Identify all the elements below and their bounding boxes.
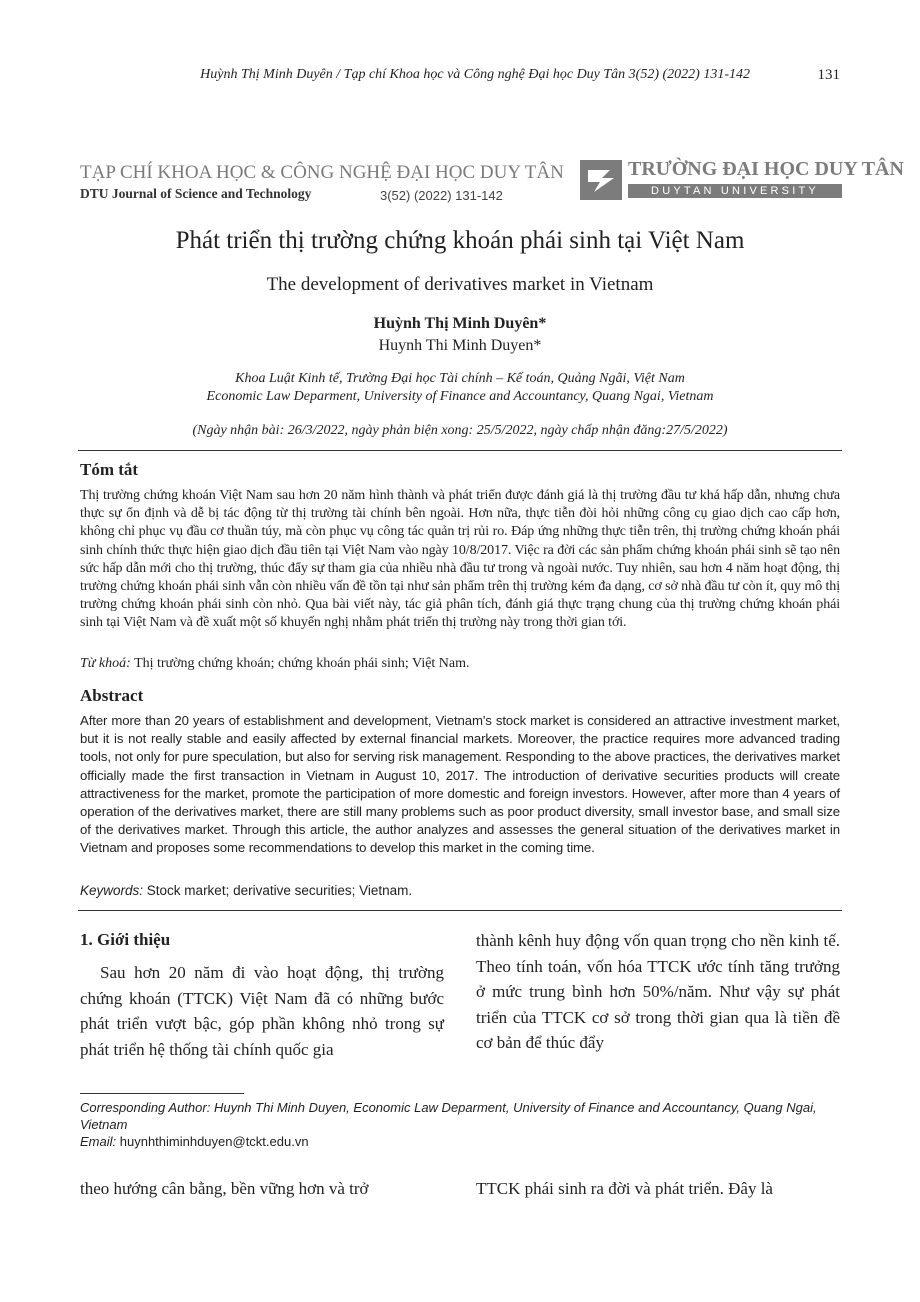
footnote <box>80 1099 842 1150</box>
tomtat-heading: Tóm tắt <box>80 460 139 479</box>
journal-masthead <box>80 158 904 210</box>
university-name: TRƯỜNG ĐẠI HỌC DUY TÂN <box>628 158 904 180</box>
journal-title-vi: TẠP CHÍ KHOA HỌC & CÔNG NGHỆ ĐẠI HỌC DUY TÂN <box>80 162 564 183</box>
body-column-left-cont: theo hướng cân bằng, bền vững hơn và trở <box>80 1179 369 1198</box>
footnote-label: Corresponding Author: <box>80 1100 211 1115</box>
author-name-en: Huynh Thi Minh Duyen* <box>378 337 542 354</box>
author-name-vi: Huỳnh Thị Minh Duyên* <box>373 315 547 332</box>
footnote-divider <box>80 1093 244 1094</box>
keywords-text: Thị trường chứng khoán; chứng khoán phái sinh; Việt Nam. <box>134 656 470 671</box>
article-title-en: The development of derivatives market in Vietnam <box>266 274 654 295</box>
article-dates: (Ngày nhận bài: 26/3/2022, ngày phản biện xong: 25/5/2022, ngày chấp nhận đăng:27/5/2022) <box>192 423 728 438</box>
section-heading: 1. Giới thiệu <box>80 930 171 949</box>
page-number: 131 <box>817 67 840 83</box>
tomtat-keywords <box>80 656 840 672</box>
journal-issue: 3(52) (2022) 131-142 <box>380 188 503 203</box>
footnote-text: Huynh Thi Minh Duyen, Economic Law Deparment, University of Finance and Accountancy, Quang Ngai, Vietnam <box>80 1100 817 1132</box>
university-logo-icon <box>580 160 622 200</box>
divider <box>78 910 842 911</box>
university-name-en: DUYTAN UNIVERSITY <box>628 184 842 198</box>
email-link[interactable]: huynhthiminhduyen@tckt.edu.vn <box>119 1134 309 1149</box>
affiliation-vi: Khoa Luật Kinh tế, Trường Đại học Tài chính – Kế toán, Quảng Ngãi, Việt Nam <box>235 371 685 386</box>
divider <box>78 450 842 451</box>
body-column-right-cont: TTCK phái sinh ra đời và phát triển. Đây là <box>476 1179 773 1198</box>
keywords-label: Từ khoá: <box>80 656 131 671</box>
abstract-heading: Abstract <box>80 686 144 705</box>
tomtat-body: Thị trường chứng khoán Việt Nam sau hơn 20 năm hình thành và phát triển được đánh giá là thị trường đầu tư khá hấp dẫn, nhưng chưa thực sự ổn định và dễ bị tác động từ thị trường tài chính bên ngoài. Hơn nữa, thực tiễn đòi hỏi những công cụ giao dịch cao cấp hơn, không chỉ phục vụ đầu cơ thuần túy, mà còn phục vụ công tác quản trị rủi ro. Đáp ứng những thực tiễn trên, thị trường chứng khoán phái sinh chính thức thực hiện giao dịch đầu tiên tại Việt Nam vào ngày 10/8/2017. Việc ra đời các sản phẩm chứng khoán phái sinh sẽ tạo nên sức hấp dẫn mới cho thị trường, thúc đẩy sự tham gia của nhiều nhà đầu tư trong và ngoài nước. Tuy nhiên, sau hơn 4 năm hoạt động, thị trường chứng khoán phái sinh vẫn còn nhiều vấn đề tồn tại như sản phẩm trên thị trường kém đa dạng, cơ sở nhà đầu tư còn ít, quy mô thị trường chứng khoán phái sinh còn nhỏ. Qua bài viết này, tác giả phân tích, đánh giá thực trạng chung của thị trường chứng khoán phái sinh tại Việt Nam và đề xuất một số khuyến nghị nhằm phát triển thị trường này trong thời gian tới. <box>80 488 840 631</box>
affiliation-en: Economic Law Deparment, University of Finance and Accountancy, Quang Ngai, Vietnam <box>206 389 714 404</box>
body-column-right: thành kênh huy động vốn quan trọng cho nền kinh tế. Theo tính toán, vốn hóa TTCK ước tính tăng trưởng ở mức trung bình hơn 50%/năm. Như vậy sự phát triển của TTCK cơ sở trong thời gian qua là tiền đề cơ bản để thúc đẩy <box>476 931 840 1053</box>
journal-title-en: DTU Journal of Science and Technology <box>80 186 312 201</box>
keywords-label: Keywords: <box>80 883 144 898</box>
running-header-citation: Huỳnh Thị Minh Duyên / Tạp chí Khoa học và Công nghệ Đại học Duy Tân 3(52) (2022) 131-142 <box>200 67 750 82</box>
abstract-keywords <box>80 883 840 898</box>
article-title-vi: Phát triển thị trường chứng khoán phái sinh tại Việt Nam <box>175 227 745 254</box>
running-header <box>0 67 920 87</box>
keywords-text: Stock market; derivative securities; Vietnam. <box>146 883 413 898</box>
body-column-left: Sau hơn 20 năm đi vào hoạt động, thị trường chứng khoán (TTCK) Việt Nam đã có những bước phát triển vượt bậc, góp phần không nhỏ trong sự phát triển hệ thống tài chính quốc gia <box>80 963 444 1059</box>
abstract-body: After more than 20 years of establishment and development, Vietnam's stock market is considered an attractive investment market, but it is not really stable and easily affected by external financial markets. Moreover, the practice requires more advanced trading tools, not only for pure speculation, but also for serving risk management. Responding to the above practices, the derivatives market officially made the first transaction in Vietnam in August 10, 2017. The introduction of derivative securities products will create attractiveness for the market, promote the participation of more domestic and foreign investors. However, after more than 4 years of operation of the derivatives market, there are still many problems such as poor product diversity, small investor base, and small size of the derivatives market. Through this article, the author analyzes and assesses the general situation of the derivatives market in Vietnam and proposes some recommendations to develop this market in the coming time. <box>80 713 840 856</box>
email-label: Email: <box>80 1134 117 1149</box>
